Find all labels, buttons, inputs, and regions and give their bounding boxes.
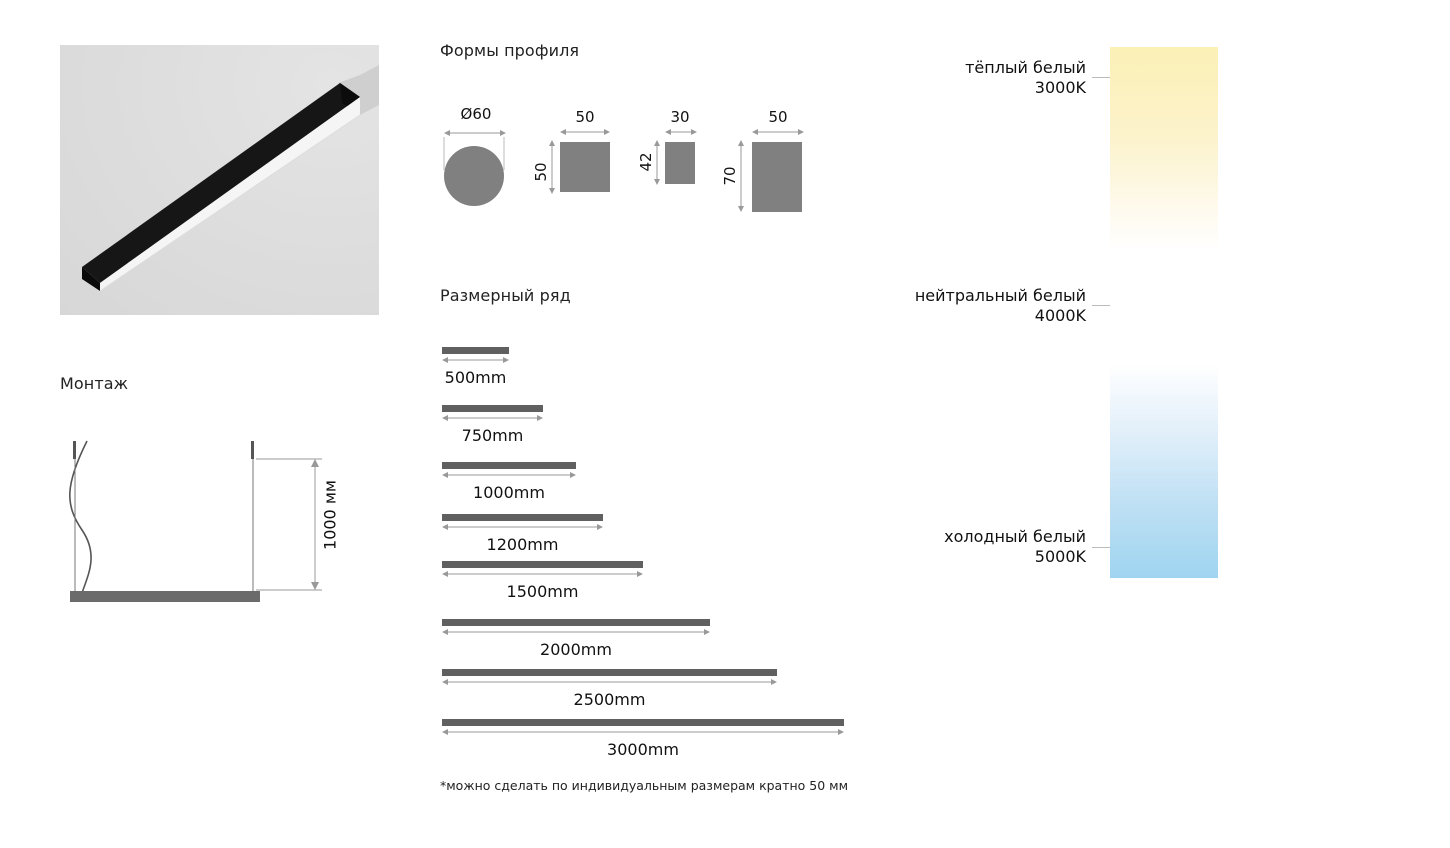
product-photo [60, 45, 379, 315]
mounting-diagram [60, 435, 360, 615]
temp-cold-name: холодный белый [944, 527, 1086, 546]
profile-square-50-height: 50 [532, 162, 550, 182]
mounting-height-label: 1000 мм [320, 480, 340, 550]
length-dimension-arrow [442, 522, 605, 532]
length-bar [442, 719, 844, 726]
profile-shapes-title: Формы профиля [440, 41, 580, 60]
temp-warm [900, 58, 1086, 98]
length-bar [442, 514, 603, 521]
temp-warm-name: тёплый белый [965, 58, 1086, 77]
profile-square-50-width: 50 [575, 108, 595, 126]
length-bar [442, 405, 543, 412]
linear-lamp-illustration [60, 45, 379, 315]
profile-rect-50x70-height: 70 [721, 166, 739, 186]
temp-neutral-tick [1092, 305, 1110, 306]
length-bar [442, 561, 643, 568]
length-label: 3000mm [607, 740, 679, 759]
temp-neutral [900, 286, 1086, 326]
temp-warm-tick [1092, 77, 1110, 78]
length-bar [442, 462, 576, 469]
custom-size-note: *можно сделать по индивидуальным размерам кратно 50 мм [440, 778, 849, 793]
length-dimension-arrow [442, 355, 511, 365]
mounting-title: Монтаж [60, 374, 129, 393]
length-label: 500mm [444, 368, 507, 387]
length-label: 1500mm [506, 582, 579, 601]
length-label: 2500mm [573, 690, 646, 709]
length-dimension-arrow [442, 470, 578, 480]
length-dimension-arrow [442, 727, 846, 737]
length-label: 2000mm [540, 640, 612, 659]
temp-cold-value: 5000K [1034, 547, 1086, 566]
length-label: 1200mm [486, 535, 559, 554]
profile-rect-50x70-width: 50 [768, 108, 788, 126]
temp-neutral-name: нейтральный белый [914, 286, 1086, 305]
warm-white-swatch [1110, 47, 1218, 252]
profile-rect-30x42-height: 42 [637, 152, 655, 172]
length-dimension-arrow [442, 569, 645, 579]
cold-white-swatch [1110, 365, 1218, 578]
length-bar [442, 347, 509, 354]
length-label: 750mm [461, 426, 524, 445]
temp-warm-value: 3000K [1034, 78, 1086, 97]
length-bar [442, 619, 710, 626]
temp-cold [900, 527, 1086, 567]
temp-neutral-value: 4000K [1034, 306, 1086, 325]
length-bar [442, 669, 777, 676]
length-dimension-arrow [442, 627, 712, 637]
length-label: 1000mm [473, 483, 545, 502]
length-list [442, 0, 862, 848]
length-dimension-arrow [442, 677, 779, 687]
profile-round-diameter: Ø60 [460, 105, 492, 123]
temp-cold-tick [1092, 547, 1110, 548]
length-dimension-arrow [442, 413, 545, 423]
profile-rect-30x42-width: 30 [670, 108, 690, 126]
size-range-title: Размерный ряд [440, 286, 571, 305]
